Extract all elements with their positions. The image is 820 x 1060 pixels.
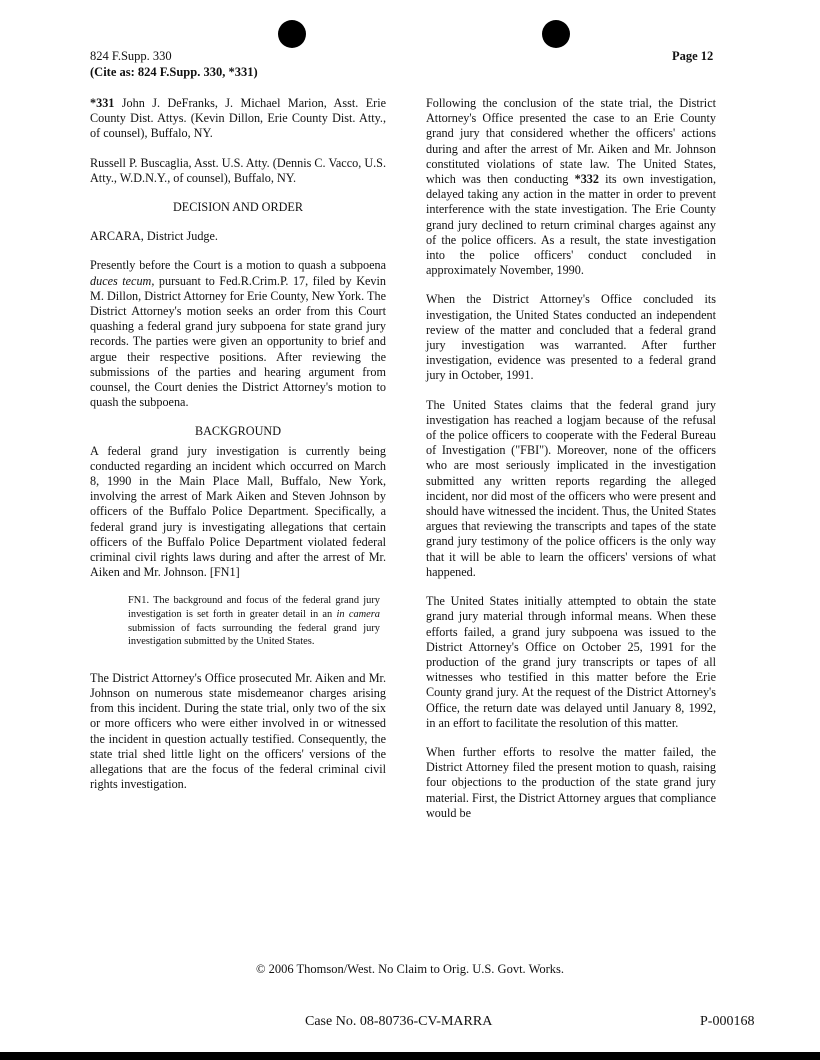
copyright-footer: © 2006 Thomson/West. No Claim to Orig. U.S. Govt. Works. (255, 962, 565, 976)
footnote-text-b: submission of facts surrounding the federal grand jury investigation submitted by the United States. (128, 622, 380, 648)
decision-heading: DECISION AND ORDER (172, 200, 303, 215)
review-paragraph: When the District Attorney's Office concluded its investigation, the United States conducted an independent review of the matter and concluded that a federal grand jury investigation was warranted. After further investigation, evidence was presented to a federal grand jury in October, 1991. (426, 292, 716, 383)
counsel-paragraph-2: Russell P. Buscaglia, Asst. U.S. Atty. (Dennis C. Vacco, U.S. Atty., W.D.N.Y., of counsel), Buffalo, NY. (90, 155, 386, 185)
subpoena-paragraph: The United States initially attempted to obtain the state grand jury material through informal means. When these efforts failed, a grand jury subpoena was issued to the District Attorney's Office on October 25, 1991 for the production of the grand jury transcripts or tapes of all witnesses who testified in this matter before the Erie County grand jury. At the request of the District Attorney's Office, the return date was delayed until January 8, 1992, in an effort to facilitate the resolution of this matter. (426, 594, 716, 730)
intro-text-b: pursuant to Fed.R.Crim.P. 17, filed by Kevin M. Dillon, District Attorney for Erie County, New York. The District Attorney's motion seeks an order from this Court quashing a federal grand jury subpoena for state grand jury records. The parties were given an opportunity to brief and argue their respective positions. After reviewing the submissions of the parties and hearing argument from counsel, the Court denies the District Attorney's motion to quash the subpoena. (90, 273, 386, 410)
right-column (426, 96, 716, 835)
motion-paragraph: When further efforts to resolve the matter failed, the District Attorney filed the present motion to quash, raising four objections to the production of the state grand jury material. First, the District Attorney argues that compliance would be (426, 744, 716, 820)
counsel-paragraph (90, 96, 386, 142)
state-trial-paragraph: The District Attorney's Office prosecuted Mr. Aiken and Mr. Johnson on numerous state misdemeanor charges arising from this incident. During the state trial, only two of the six or more officers who were either involved in or witnessed the incident in question actually testified. Consequently, the state trial shed little light on the officers' versions of the allegations that are the focus of the federal criminal civil rights investigation. (90, 670, 386, 792)
intro-text-a: Presently before the Court is a motion to quash a subpoena (90, 258, 386, 273)
punch-hole-right (542, 20, 570, 48)
background-heading: BACKGROUND (195, 424, 281, 439)
case-number: Case No. 08-80736-CV-MARRA (305, 1014, 493, 1029)
left-column (90, 96, 386, 806)
intro-paragraph (90, 258, 386, 410)
star-page-marker: *332 (574, 172, 599, 187)
punch-hole-left (278, 20, 306, 48)
intro-italic: duces tecum, (90, 273, 155, 288)
logjam-paragraph: The United States claims that the federal grand jury investigation has reached a logjam because of the refusal of the police officers to cooperate with the Federal Bureau of Investigation ("FBI"). Moreover, none of the officers who are most seriously implicated in the investigation submitted any written reports regarding the alleged incident, nor did most of the officers who were present and should have witnessed the incident. Thus, the United States argues that reviewing the transcripts and tapes of the state grand jury testimony of the police officers is the only way that it will be able to learn the officers' versions of what happened. (426, 397, 716, 579)
paragraph-text-b: its own investigation, delayed taking any action in the matter in order to prevent interference with the state investigation. The Erie County grand jury declined to return criminal charges against any of the police officers. As a result, the state investigation into the police officers' conduct concluded in approximately November, 1990. (426, 172, 717, 278)
citation-header (90, 48, 258, 80)
footnote-fn1 (128, 594, 380, 648)
judge-line: ARCARA, District Judge. (90, 229, 218, 244)
bates-number: P-000168 (700, 1014, 755, 1029)
paragraph-text-a: Following the conclusion of the state trial, the District Attorney's Office presented the case to an Erie County grand jury that considered whether the officers' actions during and after the arrest of Mr. Aiken and Mr. Johnson constituted violations of state law. The United States, which was then conducting (426, 96, 716, 187)
page-number: Page 12 (672, 49, 714, 63)
cite-as-line: (Cite as: 824 F.Supp. 330, *331) (90, 65, 258, 79)
citation-line: 824 F.Supp. 330 (90, 49, 172, 63)
counsel-text: John J. DeFranks, J. Michael Marion, Asst. Erie County Dist. Attys. (Kevin Dillon, Erie County Dist. Atty., of counsel), Buffalo, NY. (90, 96, 386, 141)
grand-jury-paragraph (426, 96, 716, 278)
bottom-scan-border (0, 1052, 820, 1060)
footnote-italic: in camera (336, 609, 380, 621)
background-paragraph: A federal grand jury investigation is currently being conducted regarding an incident which occurred on March 8, 1990 in the Main Place Mall, Buffalo, New York, involving the arrest of Mark Aiken and Steven Johnson by officers of the Buffalo Police Department. Specifically, a federal grand jury is investigating allegations that certain officers of the Buffalo Police Department violated federal criminal civil rights laws during and after the arrest of Mr. Aiken and Mr. Johnson. [FN1] (90, 443, 386, 580)
star-page-marker: *331 (90, 96, 115, 110)
footnote-text-a: FN1. The background and focus of the federal grand jury investigation is set forth in greater detail in an (128, 595, 380, 621)
